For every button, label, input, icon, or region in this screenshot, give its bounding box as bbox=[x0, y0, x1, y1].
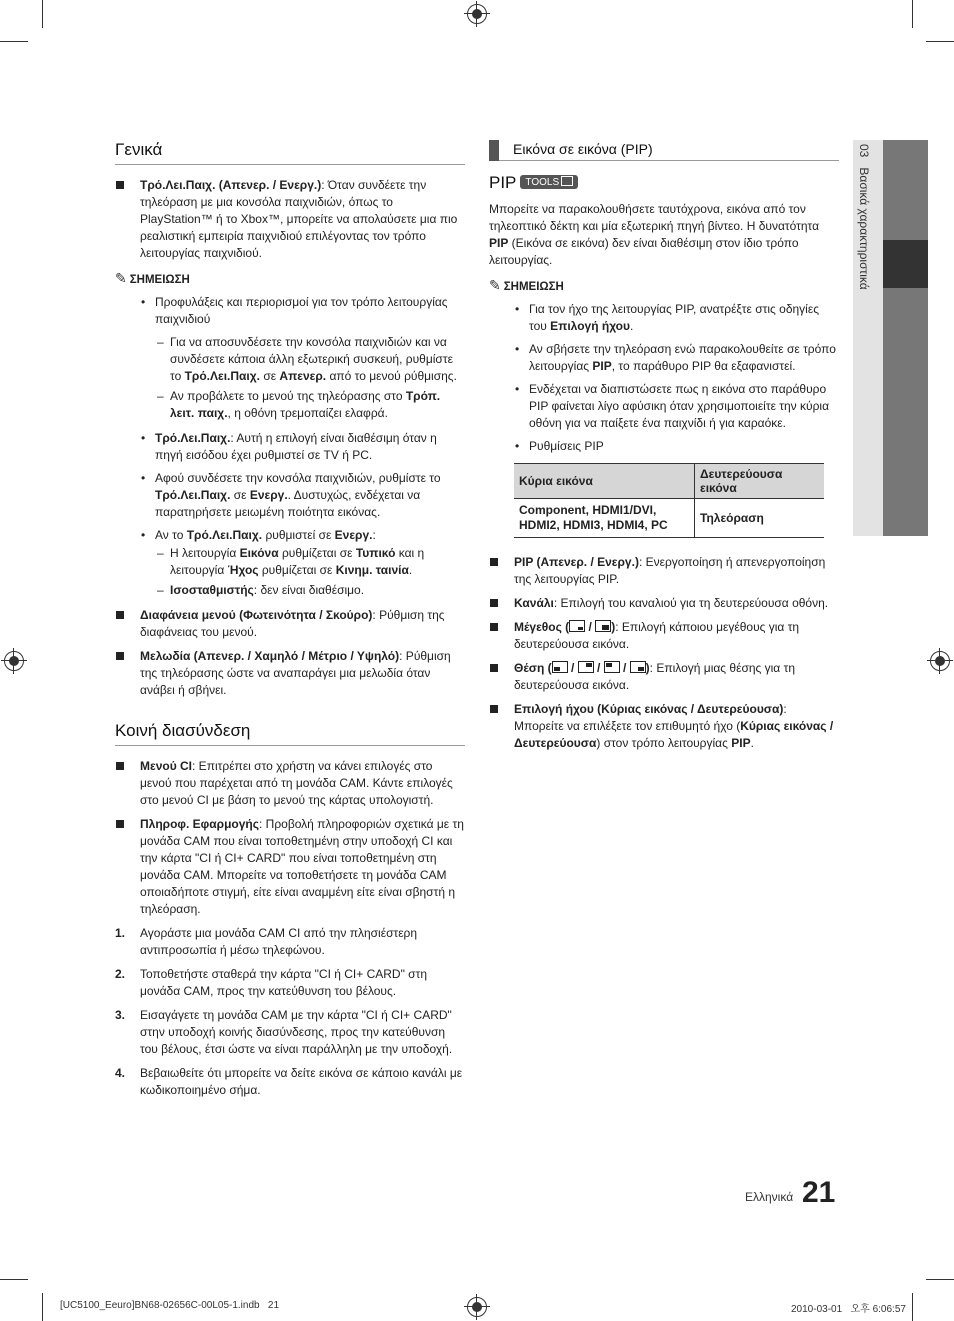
side-tab-label: Βασικά χαρακτηριστικά bbox=[857, 167, 871, 290]
note-bullet: • Προφυλάξεις και περιορισμοί για τον τρόπο λειτουργίας παιχνιδιού bbox=[141, 295, 448, 326]
section-title-pip: Εικόνα σε εικόνα (PIP) bbox=[489, 140, 839, 161]
pip-title: PIP TOOLS bbox=[489, 173, 839, 193]
table-header: Δευτερεύουσα εικόνα bbox=[695, 464, 825, 499]
section-title-general: Γενικά bbox=[115, 140, 465, 165]
pip-size-small-icon bbox=[569, 620, 585, 632]
pencil-icon: ✎ bbox=[115, 270, 127, 286]
list-item: Διαφάνεια μενού (Φωτεινότητα / Σκούρο): Ρύθμιση της διαφάνειας του μενού. bbox=[115, 607, 465, 641]
list-item: Κανάλι: Επιλογή του καναλιού για τη δευτερεύουσα οθόνη. bbox=[489, 595, 839, 612]
left-column bbox=[115, 140, 465, 1106]
tools-badge: TOOLS bbox=[520, 175, 578, 189]
table-cell: Component, HDMI1/DVI, HDMI2, HDMI3, HDMI4, PC bbox=[514, 499, 695, 538]
list-item: Τρό.Λει.Παιχ. (Απενερ. / Ενεργ.): Όταν συνδέετε την τηλεόραση με μια κονσόλα παιχνιδιών, όπως το PlayStation™ ή το Xbox™, μπορείτε να απολαύσετε μια πιο ρεαλιστική εμπειρία παιχνιδιού επιλέγοντας τον τρόπο λειτουργίας παιχνιδιού. bbox=[115, 177, 465, 262]
table-cell: Τηλεόραση bbox=[695, 499, 825, 538]
note-bullet: • Για τον ήχο της λειτουργίας PIP, ανατρέξτε στις οδηγίες του Επιλογή ήχου. bbox=[515, 302, 819, 333]
crop-mark bbox=[926, 41, 954, 42]
page-number: 21 bbox=[802, 1176, 836, 1209]
section-title-ci: Κοινή διασύνδεση bbox=[115, 721, 465, 746]
list-item: PIP (Απενερ. / Ενεργ.): Ενεργοποίηση ή απενεργοποίηση της λειτουργίας PIP. bbox=[489, 554, 839, 588]
note-bullet: • Αν σβήσετε την τηλεόραση ενώ παρακολουθείτε σε τρόπο λειτουργίας PIP, το παράθυρο PIP θα εξαφανιστεί. bbox=[515, 342, 836, 373]
footer-language: Ελληνικά bbox=[745, 1190, 794, 1204]
note-heading: ✎ ΣΗΜΕΙΩΣΗ bbox=[115, 270, 190, 286]
step-item: 4. Βεβαιωθείτε ότι μπορείτε να δείτε εικόνα σε κάποιο κανάλι με κωδικοποιημένο σήμα. bbox=[115, 1066, 463, 1097]
step-item: 3. Εισαγάγετε τη μονάδα CAM με την κάρτα "CI ή CI+ CARD" στην υποδοχή κοινής διασύνδεσης, προς την κατεύθυνση του βέλους, έτσι ώστε να είναι παράλληλη με την υποδοχή. bbox=[115, 1008, 453, 1056]
footer-file-info: [UC5100_Eeuro]BN68-02656C-00L05-1.indb 21 bbox=[60, 1300, 280, 1311]
pip-position-top-right-icon bbox=[578, 661, 594, 673]
side-tab-chapter: 03 bbox=[857, 144, 871, 158]
crop-mark bbox=[42, 1293, 43, 1321]
note-dash: – Ισοσταθμιστής: δεν είναι διαθέσιμο. bbox=[157, 583, 365, 597]
note-bullet: • Αφού συνδέσετε την κονσόλα παιχνιδιών, ρυθμίστε το Τρό.Λει.Παιχ. σε Ενεργ.. Δυστυχώς, ενδέχεται να παρατηρήσετε μειωμένη ποιότητα εικόνας. bbox=[141, 471, 441, 519]
registration-mark-icon bbox=[467, 4, 487, 24]
list-item: Θέση ( / / / ): Επιλογή μιας θέσης για τη δευτερεύουσα εικόνα. bbox=[489, 660, 839, 694]
pip-intro: Μπορείτε να παρακολουθήσετε ταυτόχρονα, εικόνα από τον τηλεοπτικό δέκτη και μία εξωτερική πηγή βίντεο. Η δυνατότητα PIP (Εικόνα σε εικόνα) δεν είναι διαθέσιμη στον ίδιο τρόπο λειτουργίας. bbox=[489, 202, 820, 267]
side-tab bbox=[853, 140, 883, 536]
note-bullet: • Ρυθμίσεις PIP bbox=[515, 439, 604, 453]
pip-size-large-icon bbox=[595, 620, 611, 632]
note-bullet: • Αν το Τρό.Λει.Παιχ. ρυθμιστεί σε Ενεργ.: bbox=[141, 528, 376, 542]
pip-position-bottom-right-icon bbox=[630, 661, 646, 673]
list-item: Επιλογή ήχου (Κύριας εικόνας / Δευτερεύουσα): Μπορείτε να επιλέξετε τον επιθυμητό ήχο (Κύριας εικόνας / Δευτερεύουσα) στον τρόπο λειτουργίας PIP. bbox=[489, 701, 839, 752]
tools-icon bbox=[561, 176, 573, 186]
list-item: Μελωδία (Απενερ. / Χαμηλό / Μέτριο / Υψηλό): Ρύθμιση της τηλεόρασης ώστε να αναπαράγει μια μελωδία όταν ανάβει ή σβήνει. bbox=[115, 648, 465, 699]
list-item: Πληροφ. Εφαρμογής: Προβολή πληροφοριών σχετικά με τη μονάδα CAM που είναι τοποθετημένη στην υποδοχή CI και την κάρτα "CI ή CI+ CARD" που είναι τοποθετημένη στη μονάδα CAM. Μπορείτε να τοποθετήσετε τη μονάδα CAM οποιαδήποτε στιγμή, είτε είναι αναμμένη είτε είναι σβηστή η τηλεόραση. bbox=[115, 816, 465, 918]
table-header: Κύρια εικόνα bbox=[514, 464, 695, 499]
right-column bbox=[489, 140, 839, 759]
note-dash: – Αν προβάλετε το μενού της τηλεόρασης στο Τρόπ. λειτ. παιχ., η οθόνη τρεμοπαίζει ελαφρά. bbox=[157, 389, 441, 420]
crop-mark bbox=[0, 1279, 28, 1280]
crop-mark bbox=[926, 1279, 954, 1280]
step-item: 1. Αγοράστε μια μονάδα CAM CI από την πλησιέστερη αντιπροσωπία ή μέσω τηλεφώνου. bbox=[115, 926, 418, 957]
pip-position-top-left-icon bbox=[604, 661, 620, 673]
side-tab-bar bbox=[883, 140, 928, 536]
list-item: Μέγεθος ( / ): Επιλογή κάποιου μεγέθους για τη δευτερεύουσα εικόνα. bbox=[489, 619, 839, 653]
registration-mark-icon bbox=[467, 1297, 487, 1317]
footer-timestamp: 2010-03-01 오후 6:06:57 bbox=[791, 1304, 906, 1315]
registration-mark-icon bbox=[930, 651, 950, 671]
crop-mark bbox=[0, 41, 28, 42]
note-bullet: • Τρό.Λει.Παιχ.: Αυτή η επιλογή είναι διαθέσιμη όταν η πηγή εισόδου έχει ρυθμιστεί σε TV ή PC. bbox=[141, 431, 437, 462]
side-tab-active-marker bbox=[883, 240, 928, 288]
note-bullet: • Ενδέχεται να διαπιστώσετε πως η εικόνα στο παράθυρο PIP φαίνεται λίγο αφύσικη όταν χρησιμοποιείτε την κύρια οθόνη για να παίξετε ένα παιχνίδι ή για καραόκε. bbox=[515, 382, 829, 430]
pencil-icon: ✎ bbox=[489, 277, 501, 293]
pip-settings-table bbox=[514, 463, 824, 538]
list-item: Μενού CI: Επιτρέπει στο χρήστη να κάνει επιλογές στο μενού που παρέχεται από τη μονάδα CAM. Κάντε επιλογές στο μενού CI με βάση το μενού της κάρτας υπολογιστή. bbox=[115, 758, 465, 809]
step-item: 2. Τοποθετήστε σταθερά την κάρτα "CI ή CI+ CARD" στη μονάδα CAM, προς την κατεύθυνση του βέλους. bbox=[115, 967, 427, 998]
crop-mark bbox=[42, 0, 43, 28]
note-dash: – Για να αποσυνδέσετε την κονσόλα παιχνιδιών και να συνδέσετε κάποια άλλη εξωτερική συσκευή, ρυθμίστε το Τρό.Λει.Παιχ. σε Απενερ. από το μενού ρύθμισης. bbox=[157, 335, 457, 383]
pip-position-bottom-left-icon bbox=[552, 661, 568, 673]
note-dash: – Η λειτουργία Εικόνα ρυθμίζεται σε Τυπικό και η λειτουργία Ήχος ρυθμίζεται σε Κινημ. ταινία. bbox=[157, 546, 425, 577]
registration-mark-icon bbox=[4, 651, 24, 671]
crop-mark bbox=[912, 0, 913, 28]
crop-mark bbox=[912, 1293, 913, 1321]
note-heading: ✎ ΣΗΜΕΙΩΣΗ bbox=[489, 277, 564, 293]
